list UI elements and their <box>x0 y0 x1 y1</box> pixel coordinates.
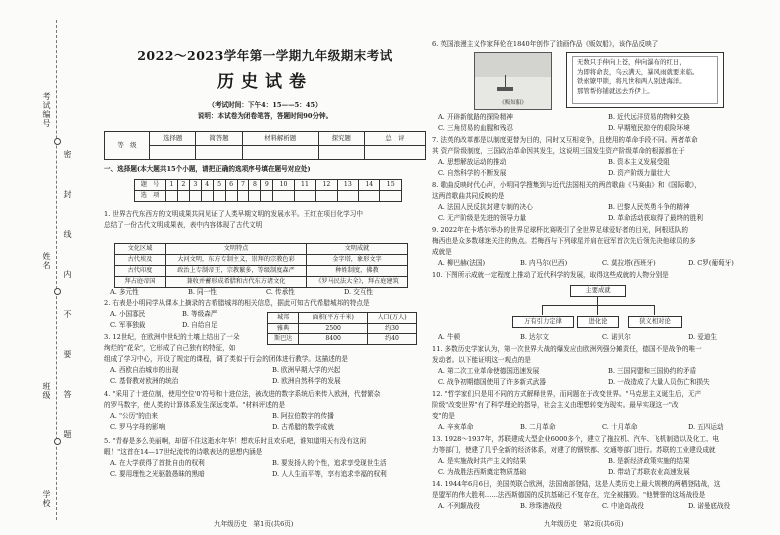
answer-q-number: 11 <box>294 180 315 191</box>
option[interactable]: A. 在大学获得了首批自由的权利 <box>110 459 205 467</box>
option[interactable]: C. 要用理性之光驱散愚昧的黑暗 <box>110 470 205 478</box>
option[interactable]: A. 牛顿 <box>438 333 461 341</box>
option[interactable]: D. 五四运动 <box>688 423 724 431</box>
table-cell: 大河文明，东方专制主义，崇拜的宗教色彩 <box>166 255 307 266</box>
table-header: 面积(平方千米) <box>299 313 368 324</box>
option[interactable]: D. 交互性 <box>344 288 374 296</box>
options-row <box>438 468 690 477</box>
question-text: 暇！"这首在14—17世纪流传的诗歌表达的思想内涵是 <box>104 448 263 456</box>
score-col-header: 总 评 <box>365 132 426 146</box>
binding-hole <box>54 438 61 445</box>
options-row <box>438 457 690 466</box>
option[interactable]: D. 人人生而平等，享有追求幸福的权利 <box>272 470 387 478</box>
table-cell: 古代埃及 <box>115 255 166 266</box>
answer-cell[interactable] <box>316 191 337 202</box>
score-col-header: 材料解析题 <box>242 132 318 146</box>
answer-a-label: 选 项 <box>135 191 166 202</box>
table-row <box>115 266 408 277</box>
options-row <box>110 377 341 386</box>
question-text: 力等部门，使建了几乎全新的经济体系，对建了的钢铁都、交通等部门进行。苏联的工业建设成就 <box>432 446 716 454</box>
question-text: 13. 1928～1937年，苏联建成大型企业6000多个，建立了拖拉机、汽车、飞机制造以及化工、电 <box>432 435 720 443</box>
options-row <box>438 203 690 212</box>
score-cell[interactable] <box>365 146 426 160</box>
diagram-connector <box>654 305 655 315</box>
poem-frame <box>572 56 718 104</box>
answer-cell[interactable] <box>273 191 294 202</box>
option[interactable]: C. 罗马字母的影响 <box>110 423 166 431</box>
table-cell: 约40 <box>368 334 417 345</box>
answer-cell[interactable] <box>189 191 201 202</box>
options-row <box>438 367 696 376</box>
answer-q-number: 4 <box>201 180 213 191</box>
option[interactable]: C. 基督教对欧洲的统治 <box>110 377 179 385</box>
table-cell: 政治上专制帝王，宗教繁多，等级制度森严 <box>166 266 307 277</box>
options-row <box>438 378 710 387</box>
question-text: 变"的是 <box>432 412 455 420</box>
question-text: 4. "采用了十进位制，使用空位'0'符号和十进位法，被改进的数字系统后来传入欧洲，代替繁杂 <box>104 390 381 398</box>
seal-line <box>56 20 57 520</box>
answer-q-number: 8 <box>249 180 261 191</box>
option[interactable]: C. 中途岛战役 <box>602 502 644 510</box>
options-row <box>110 423 334 432</box>
options-row <box>110 366 340 375</box>
table-cell: 2500 <box>299 323 368 334</box>
option[interactable]: D. 古希腊的数学成就 <box>272 423 334 431</box>
answer-cell[interactable] <box>359 191 380 202</box>
binding-margin <box>8 20 72 520</box>
answer-q-number: 7 <box>237 180 249 191</box>
diagram-left-box: 万有引力定律 <box>512 316 574 328</box>
question-text: 14. 1944年6月6日，美国英联合欧洲，法国南部登陆，这是人类历史上最大规模的两栖登陆战，这 <box>432 480 721 488</box>
page-footer-right: 九年级历史 第2页(共6页) <box>544 520 624 528</box>
table-cell: 兼收并蓄形成希腊和古代东方诸文化 <box>166 277 307 288</box>
option[interactable]: A. 是实施战时共产主义的结果 <box>438 457 527 465</box>
question-text: 成就是 <box>432 248 452 256</box>
option[interactable]: B. 是新经济政策实施的结果 <box>608 457 690 465</box>
class-label: 班级 <box>42 382 51 400</box>
option[interactable]: C. 自然科学的不断发展 <box>438 169 507 177</box>
question-text: 总结了一份古代文明成果表，表中内容体现了古代文明 <box>104 221 263 229</box>
option[interactable]: C. 军事独裁 <box>110 321 146 329</box>
options-row <box>110 412 334 421</box>
options-row <box>438 423 724 432</box>
answer-cell[interactable] <box>237 191 249 202</box>
option[interactable]: C. 战争初期德国使用了许多新式武器 <box>438 378 546 386</box>
options-row <box>110 459 387 468</box>
table-header: 文明特点 <box>166 244 307 255</box>
options-row <box>110 470 387 479</box>
table-header: 文明成就 <box>307 244 408 255</box>
option[interactable]: A. 不列颠战役 <box>438 502 480 510</box>
options-row <box>110 310 217 319</box>
poem-line: 无数只手伸向上苍，伸向瀑布的红日， <box>577 58 686 66</box>
question-text: 3. 12世纪，在欧洲中世纪的土壤上结出了一朵 <box>104 333 240 341</box>
poem-line: 铁索镣甲锁，将凡世和两人别进海洋。 <box>577 77 686 85</box>
exam-title: 2022～2023学年第一学期九年级期末考试 <box>137 48 393 63</box>
question-text: 的罗马数字，使人类的计算体系发生深远变革。"材料评述的是 <box>104 401 286 409</box>
option[interactable]: A. 第二次工业革命使德国迅速发展 <box>438 367 540 375</box>
answer-q-number: 3 <box>189 180 201 191</box>
poem-line: 那管帮你铺就远去乔伊上。 <box>577 86 654 95</box>
binding-hole <box>54 288 61 295</box>
table-header: 文化区域 <box>115 244 166 255</box>
diagram-middle-box: 进化论 <box>577 316 619 328</box>
option[interactable]: B. 珍珠港战役 <box>520 502 563 510</box>
culture-table <box>114 243 408 288</box>
question-text: 梅西也是众多数球迷关注的焦点。若梅西与下列球星并肩在冠军首次先后领先决他球员的多 <box>432 237 696 245</box>
slave-ship-painting <box>474 52 552 110</box>
options-row <box>438 113 690 122</box>
seal-char: 答 <box>63 390 72 399</box>
diagram-connector <box>597 297 598 305</box>
answer-cell[interactable] <box>337 191 358 202</box>
option[interactable]: A. 小国寡民 <box>110 310 146 318</box>
question-text: 这两首歌曲共同反映的是 <box>432 192 505 200</box>
option[interactable]: C. 十月革命 <box>602 423 638 431</box>
table-cell: 约30 <box>368 323 417 334</box>
score-col-header: 选择题 <box>150 132 196 146</box>
option[interactable]: B. 达尔文 <box>520 333 549 341</box>
seal-char: 内 <box>63 270 72 279</box>
option[interactable]: D. 诺曼底战役 <box>688 502 731 510</box>
option[interactable]: C. 莫拉塔(西班牙) <box>602 259 656 267</box>
option[interactable]: B. 资本主义发展受阻 <box>608 158 670 166</box>
option[interactable]: B. 要发扬人的个性，追求享受现世生活 <box>272 459 387 467</box>
score-cell[interactable] <box>242 146 318 160</box>
answer-q-number: 9 <box>261 180 273 191</box>
question-text: 2. 右表是小明同学从课本上摘录的古希腊城邦的相关信息，据此可知古代希腊城邦的特点是 <box>104 299 370 307</box>
question-text: 阶级"改变世界"有了科学理论的指导，社会主义由理想转变为现实。最早实现这一"改 <box>432 401 679 409</box>
question-text: 其 资产阶级制度，三国政治革命因其发生，这说明三国发生资产阶级革命的根源都在于 <box>432 147 685 155</box>
table-cell: 古代印度 <box>115 266 166 277</box>
exam-time: （考试时间：下午4：15——5：45） <box>208 101 322 109</box>
options-row <box>438 169 670 178</box>
score-cell[interactable] <box>150 146 196 160</box>
table-row <box>268 323 417 334</box>
score-col-header: 简答题 <box>196 132 242 146</box>
answer-q-number: 10 <box>273 180 294 191</box>
table-cell: 种姓制度，佛教 <box>307 266 408 277</box>
options-row <box>438 259 734 268</box>
page-footer-left: 九年级历史 第1页(共6页) <box>214 520 294 528</box>
answer-cell[interactable] <box>201 191 213 202</box>
option[interactable]: D. 带动了苏联农业高速发展 <box>608 468 690 476</box>
option[interactable]: B. 三国同盟和三国协约的矛盾 <box>608 367 697 375</box>
options-row <box>438 158 670 167</box>
table-cell: 斯巴达 <box>268 334 299 345</box>
exam-id-label: 考试编号 <box>42 92 51 128</box>
option[interactable]: C. 诺贝尔 <box>602 333 631 341</box>
options-row <box>438 124 690 133</box>
table-cell: 金字塔，象形文字 <box>307 255 408 266</box>
option[interactable]: A. 柳巴赫(法国) <box>438 259 486 267</box>
question-text: 11. 多数历史学家认为，第一次世界大战的爆发应由欧洲列强分摊责任，德国不是战争的唯一 <box>432 345 702 353</box>
school-label: 学校 <box>42 490 51 508</box>
answer-q-number: 13 <box>337 180 358 191</box>
binding-hole <box>54 138 61 145</box>
answer-q-number: 1 <box>166 180 178 191</box>
question-text: 绚烂的"花朵"，它形成了自己独有的特征，如 <box>104 344 236 352</box>
seal-char: 封 <box>63 190 72 199</box>
answer-grid <box>134 179 402 202</box>
painting-sky <box>475 53 551 77</box>
option[interactable]: B. 近代远洋贸易的物种交换 <box>608 113 690 121</box>
question-text: 是盟军的伟大胜利……法西斯德国的反抗基础已不复存在，完全被摧毁。"他赞誉的这场战役是 <box>432 491 706 499</box>
question-text: 7. 法英的改革都是以制度更替为目的，同时又互相竞争，且使用的革命手段不同。两者革命 <box>432 136 698 144</box>
option[interactable]: D. C罗(葡萄牙) <box>688 259 734 267</box>
table-row <box>115 277 408 288</box>
answer-cell[interactable] <box>166 191 178 202</box>
option[interactable]: B. 同一性 <box>188 288 217 296</box>
poem-box <box>566 52 724 108</box>
table-row <box>115 255 408 266</box>
question-text: 组成了学习中心，开设了规定的课程，调了类似于行会的团体进行教学。这描述的是 <box>104 355 348 363</box>
seal-char: 不 <box>63 310 72 319</box>
diagram-connector <box>597 305 598 315</box>
answer-q-number: 2 <box>177 180 189 191</box>
option[interactable]: D. 革命活动获取得了最终的胜利 <box>608 214 703 222</box>
option[interactable]: C. 无产阶级是先进的领导力量 <box>438 214 527 222</box>
question-text: 1. 世界古代东西方的文明成果共同见证了人类早期文明的发展水平。王红在项目化学习中 <box>104 210 363 218</box>
option[interactable]: D. 自给自足 <box>182 321 218 329</box>
question-text: 10. 下图所示成就一定程度上推动了近代科学的发展，取得这些成就的人物分别是 <box>432 271 669 279</box>
option[interactable]: A. 辛亥革命 <box>438 423 474 431</box>
option[interactable]: D. 欧洲自然科学的发展 <box>272 377 341 385</box>
option[interactable]: A. 法国人民反抗封建专制的决心 <box>438 203 533 211</box>
answer-q-number: 12 <box>316 180 337 191</box>
option[interactable]: A. 思想解放运动的推动 <box>438 158 507 166</box>
question-text: 8. 歌曲反映时代心声，小明同学搜集到与近代法国相关的两首歌曲《马赛曲》和《国际歌》， <box>432 181 701 189</box>
seal-char: 密 <box>63 150 72 159</box>
options-row <box>438 333 717 342</box>
option[interactable]: D. 爱迪生 <box>688 333 718 341</box>
answer-cell[interactable] <box>380 191 402 202</box>
option[interactable]: A. 西欧自治城市的出现 <box>110 366 179 374</box>
option[interactable]: B. 等级森严 <box>182 310 218 318</box>
table-cell: 拜占庭帝国 <box>115 277 166 288</box>
option[interactable]: D. 早期殖民掠夺的艰险环境 <box>608 124 690 132</box>
score-cell[interactable] <box>318 146 364 160</box>
table-cell: 8400 <box>299 334 368 345</box>
option[interactable]: B. 巴黎人民英勇斗争的精神 <box>608 203 690 211</box>
section-title: 一、选择题(本大题共15个小题，请把正确的选项序号填在题号对应处) <box>104 165 311 173</box>
question-text: 12. "哲学家们只是用不同的方式解释世界，而问题在于改变世界。"马克思主义诞生后，无产 <box>432 390 702 398</box>
options-row <box>438 502 730 511</box>
answer-q-label: 题 号 <box>135 180 166 191</box>
option[interactable]: B. 欧洲早期大学的兴起 <box>272 366 341 374</box>
table-cell: 雅典 <box>268 323 299 334</box>
exam-note: 说明：本试卷为闭卷笔答，答题时间90分钟。 <box>197 112 333 120</box>
diagram-connector <box>542 305 543 315</box>
name-label: 姓名 <box>42 252 51 270</box>
answer-cell[interactable] <box>249 191 261 202</box>
answer-q-number: 6 <box>225 180 237 191</box>
ship-hull <box>497 87 513 91</box>
table-cell: 《罗马民法大全》，拜占庭建筑 <box>307 277 408 288</box>
option[interactable]: B. 内马尔(巴西) <box>520 259 568 267</box>
options-row <box>110 288 373 297</box>
answer-cell[interactable] <box>225 191 237 202</box>
score-col-header: 探究题 <box>318 132 364 146</box>
table-row <box>268 334 417 345</box>
option[interactable]: C. 为战胜法西斯奠定物质基础 <box>438 468 527 476</box>
option[interactable]: A. 多元性 <box>110 288 139 296</box>
subject-title: 历史试卷 <box>217 72 313 92</box>
answer-q-number: 15 <box>380 180 402 191</box>
answer-q-number: 14 <box>359 180 380 191</box>
option[interactable]: B. 二月革命 <box>520 423 556 431</box>
option[interactable]: A. "公历"的由来 <box>110 412 158 420</box>
achievement-diagram <box>432 283 768 331</box>
question-text: 5. "青春是多么美丽啊，却留不住这逝水年华！想欢乐时且欢乐吧，谁知道明天有没有这闲 <box>104 437 366 445</box>
option[interactable]: C. 三角贸易的血腥和残忍 <box>438 124 513 132</box>
table-header: 城邦 <box>268 313 299 324</box>
diagram-connector <box>542 305 654 306</box>
options-row <box>110 321 218 330</box>
answer-cell[interactable] <box>213 191 225 202</box>
ship-mast <box>505 75 506 87</box>
seal-char: 线 <box>63 230 72 239</box>
answer-q-number: 5 <box>213 180 225 191</box>
table-header: 人口(万人) <box>368 313 417 324</box>
option[interactable]: D. 一战造成了大量人员伤亡和损失 <box>608 378 710 386</box>
score-table <box>104 131 426 160</box>
seal-char: 题 <box>63 430 72 439</box>
answer-cell[interactable] <box>294 191 315 202</box>
option[interactable]: D. 资产阶级力量壮大 <box>608 169 670 177</box>
seal-char: 要 <box>63 350 72 359</box>
diagram-right-box: 狭义相对论 <box>628 316 682 328</box>
option[interactable]: A. 开辟新航路的探险精神 <box>438 113 513 121</box>
question-text: 发动者。以下能证明这一观点的是 <box>432 356 531 364</box>
city-table <box>267 312 417 345</box>
grade-label: 等 级 <box>105 132 150 160</box>
poem-line: 为即将命丧，乌云满天，暴风雨就要来临。 <box>577 67 699 76</box>
option[interactable]: B. 阿拉伯数字的传播 <box>272 412 334 420</box>
option[interactable]: C. 传承性 <box>266 288 295 296</box>
question-text: 9. 2022年在卡塔尔举办的世界足球杯比赛吸引了全世界足球爱好者的目光，阿根廷队的 <box>432 226 688 234</box>
answer-cell[interactable] <box>261 191 273 202</box>
options-row <box>438 214 703 223</box>
question-text: 6. 英国浪漫主义作家拜伦在1840年创作了油画作品《贩奴船》，该作品反映了 <box>432 40 659 48</box>
diagram-top-box: 主要成就 <box>570 285 626 297</box>
answer-cell[interactable] <box>177 191 189 202</box>
painting-caption: 《贩奴船》 <box>499 99 527 106</box>
score-cell[interactable] <box>196 146 242 160</box>
